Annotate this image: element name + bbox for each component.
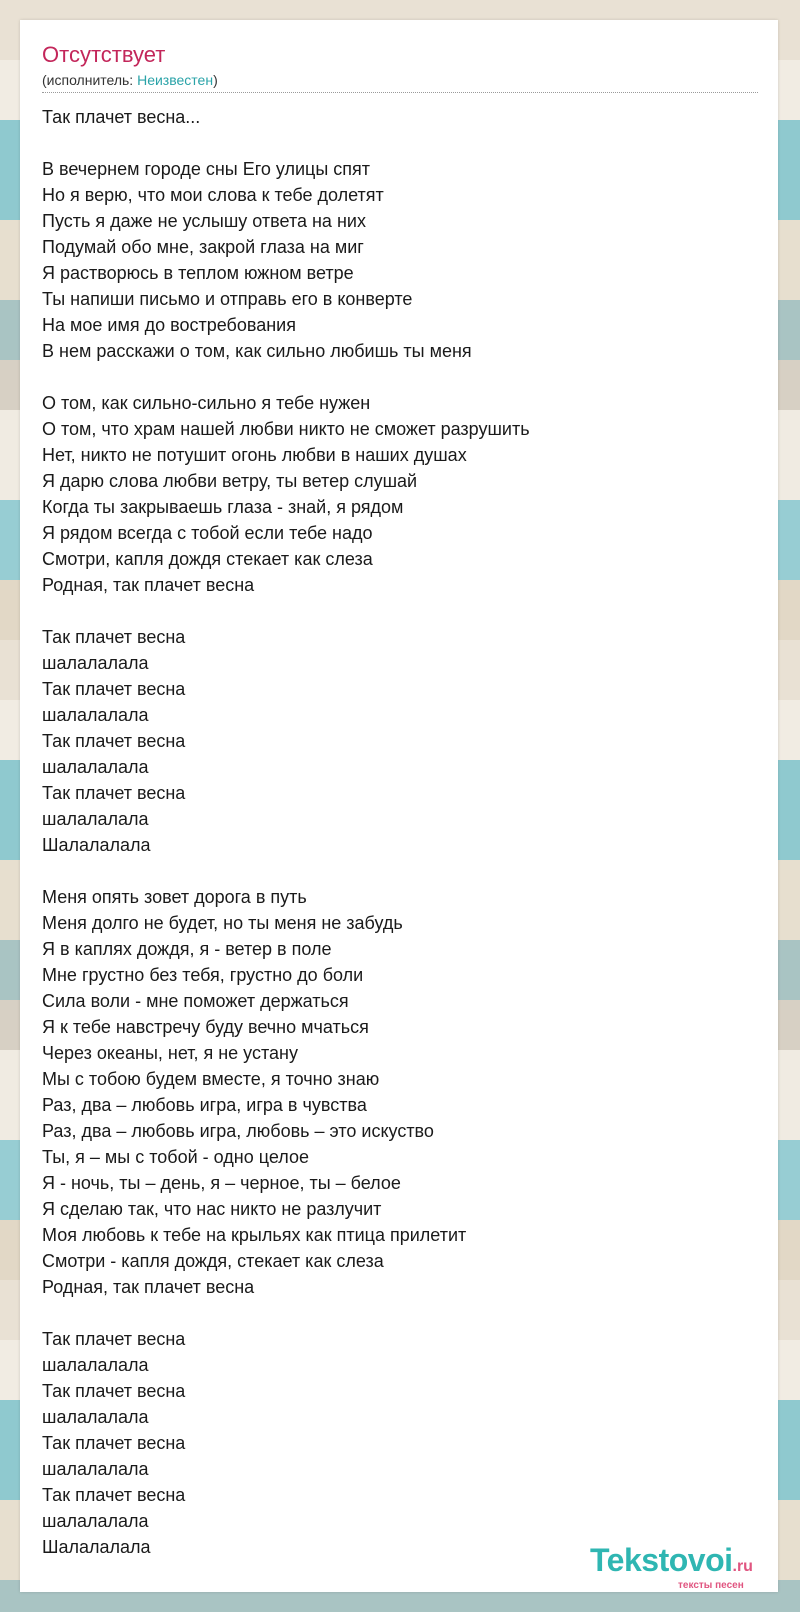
lyric-line: Я растворюсь в теплом южном ветре — [42, 263, 354, 283]
lyric-line: Сила воли - мне поможет держаться — [42, 991, 349, 1011]
lyric-line: Но я верю, что мои слова к тебе долетят — [42, 185, 384, 205]
logo-tagline: тексты песен — [678, 1580, 744, 1591]
lyric-blank-line — [42, 130, 758, 156]
lyric-line: шалалалала — [42, 1407, 149, 1427]
lyric-line: Так плачет весна — [42, 1485, 186, 1505]
logo-tld: .ru — [732, 1558, 753, 1575]
lyric-line: Так плачет весна — [42, 679, 186, 699]
artist-link[interactable]: Неизвестен — [137, 72, 214, 88]
logo-name: Tekstovoi — [590, 1542, 733, 1578]
lyric-line: Смотри, капля дождя стекает как слеза — [42, 549, 373, 569]
lyric-line: Я дарю слова любви ветру, ты ветер слушай — [42, 471, 418, 491]
lyric-line: шалалалала — [42, 1459, 149, 1479]
lyric-line: шалалалала — [42, 653, 149, 673]
lyric-line: Так плачет весна — [42, 1433, 186, 1453]
lyric-line: Я к тебе навстречу буду вечно мчаться — [42, 1017, 369, 1037]
lyric-line: Так плачет весна — [42, 731, 186, 751]
lyric-line: В вечернем городе сны Его улицы спят — [42, 159, 371, 179]
lyric-line: Меня долго не будет, но ты меня не забудь — [42, 913, 403, 933]
lyric-line: Шалалалала — [42, 1537, 151, 1557]
lyric-line: Подумай обо мне, закрой глаза на миг — [42, 237, 364, 257]
lyric-line: шалалалала — [42, 1511, 149, 1531]
lyric-line: шалалалала — [42, 1355, 149, 1375]
header-divider — [42, 92, 758, 93]
lyric-line: Раз, два – любовь игра, любовь – это искуство — [42, 1121, 434, 1141]
lyric-line: Через океаны, нет, я не устану — [42, 1043, 298, 1063]
performer-prefix: (исполнитель: — [42, 72, 138, 88]
lyric-line: Так плачет весна... — [42, 107, 201, 127]
lyric-line: Так плачет весна — [42, 783, 186, 803]
performer-suffix: ) — [213, 72, 218, 88]
lyric-blank-line — [42, 364, 758, 390]
lyric-line: На мое имя до востребования — [42, 315, 296, 335]
lyric-line: шалалалала — [42, 757, 149, 777]
lyric-line: Так плачет весна — [42, 627, 186, 647]
lyric-line: Так плачет весна — [42, 1381, 186, 1401]
lyric-line: О том, как сильно-сильно я тебе нужен — [42, 393, 371, 413]
lyric-line: О том, что храм нашей любви никто не сможет разрушить — [42, 419, 530, 439]
lyric-blank-line — [42, 858, 758, 884]
lyric-line: В нем расскажи о том, как сильно любишь ты меня — [42, 341, 472, 361]
lyric-line: Ты, я – мы с тобой - одно целое — [42, 1147, 309, 1167]
lyric-blank-line — [42, 598, 758, 624]
lyric-line: Мне грустно без тебя, грустно до боли — [42, 965, 364, 985]
lyric-line: Я сделаю так, что нас никто не разлучит — [42, 1199, 382, 1219]
lyric-line: Родная, так плачет весна — [42, 1277, 255, 1297]
lyric-line: Я в каплях дождя, я - ветер в поле — [42, 939, 332, 959]
lyric-line: Нет, никто не потушит огонь любви в наших душах — [42, 445, 467, 465]
lyric-line: Моя любовь к тебе на крыльях как птица прилетит — [42, 1225, 467, 1245]
lyric-line: Мы с тобою будем вместе, я точно знаю — [42, 1069, 380, 1089]
logo-wordmark — [590, 1542, 753, 1579]
lyric-line: Раз, два – любовь игра, игра в чувства — [42, 1095, 367, 1115]
lyric-line: шалалалала — [42, 705, 149, 725]
lyric-line: Родная, так плачет весна — [42, 575, 255, 595]
performer-line — [42, 72, 218, 88]
lyric-line: Я рядом всегда с тобой если тебе надо — [42, 523, 373, 543]
lyric-line: Смотри - капля дождя, стекает как слеза — [42, 1251, 384, 1271]
lyrics-text — [42, 104, 758, 1560]
lyric-line: Ты напиши письмо и отправь его в конверте — [42, 289, 413, 309]
lyric-line: Шалалалала — [42, 835, 151, 855]
lyric-line: Я - ночь, ты – день, я – черное, ты – белое — [42, 1173, 401, 1193]
lyric-line: Так плачет весна — [42, 1329, 186, 1349]
lyric-line: шалалалала — [42, 809, 149, 829]
lyric-blank-line — [42, 1300, 758, 1326]
lyric-line: Когда ты закрываешь глаза - знай, я рядом — [42, 497, 404, 517]
lyrics-card — [20, 20, 778, 1592]
lyric-line: Пусть я даже не услышу ответа на них — [42, 211, 366, 231]
lyric-line: Меня опять зовет дорога в путь — [42, 887, 307, 907]
site-logo[interactable] — [590, 1542, 790, 1592]
song-title: Отсутствует — [42, 42, 166, 67]
